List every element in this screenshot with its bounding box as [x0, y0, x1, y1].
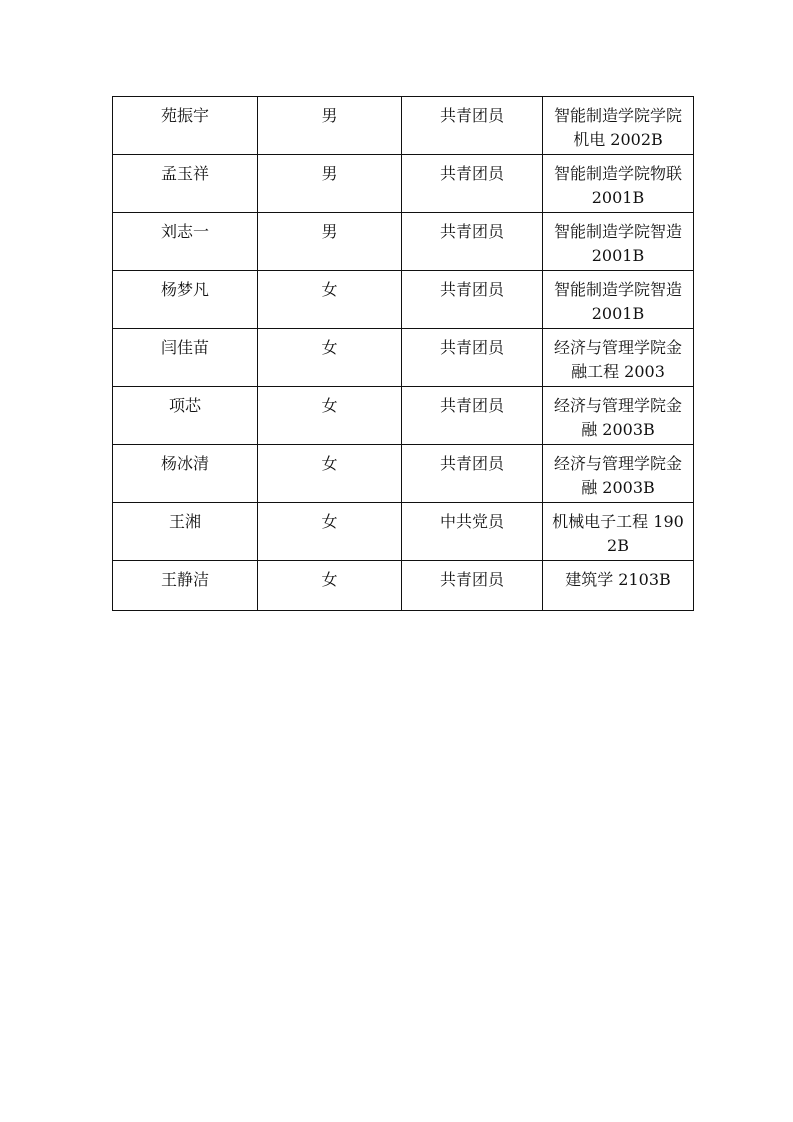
- gender-cell: 女: [258, 445, 402, 503]
- political-status-cell: 共青团员: [402, 271, 543, 329]
- table-row: [113, 97, 694, 155]
- name-cell: 孟玉祥: [113, 155, 258, 213]
- name-cell: 王静洁: [113, 561, 258, 611]
- class-cell: 智能制造学院智造 2001B: [543, 213, 694, 271]
- table-row: [113, 561, 694, 611]
- class-cell: 经济与管理学院金融 2003B: [543, 445, 694, 503]
- class-cell: 经济与管理学院金融工程 2003: [543, 329, 694, 387]
- political-status-cell: 共青团员: [402, 155, 543, 213]
- gender-cell: 女: [258, 387, 402, 445]
- name-cell: 王湘: [113, 503, 258, 561]
- class-cell: 智能制造学院学院机电 2002B: [543, 97, 694, 155]
- gender-cell: 女: [258, 561, 402, 611]
- class-cell: 智能制造学院物联 2001B: [543, 155, 694, 213]
- political-status-cell: 共青团员: [402, 561, 543, 611]
- member-table-body: [113, 97, 694, 611]
- political-status-cell: 中共党员: [402, 503, 543, 561]
- gender-cell: 男: [258, 97, 402, 155]
- table-row: [113, 155, 694, 213]
- gender-cell: 女: [258, 329, 402, 387]
- gender-cell: 男: [258, 155, 402, 213]
- member-table: [112, 96, 694, 611]
- class-cell: 智能制造学院智造 2001B: [543, 271, 694, 329]
- political-status-cell: 共青团员: [402, 97, 543, 155]
- name-cell: 项芯: [113, 387, 258, 445]
- table-row: [113, 445, 694, 503]
- table-row: [113, 329, 694, 387]
- name-cell: 闫佳苗: [113, 329, 258, 387]
- gender-cell: 女: [258, 271, 402, 329]
- class-cell: 建筑学 2103B: [543, 561, 694, 611]
- table-row: [113, 271, 694, 329]
- table-row: [113, 387, 694, 445]
- name-cell: 刘志一: [113, 213, 258, 271]
- gender-cell: 男: [258, 213, 402, 271]
- name-cell: 杨冰清: [113, 445, 258, 503]
- class-cell: 机械电子工程 1902B: [543, 503, 694, 561]
- political-status-cell: 共青团员: [402, 387, 543, 445]
- table-row: [113, 213, 694, 271]
- political-status-cell: 共青团员: [402, 213, 543, 271]
- political-status-cell: 共青团员: [402, 445, 543, 503]
- name-cell: 杨梦凡: [113, 271, 258, 329]
- political-status-cell: 共青团员: [402, 329, 543, 387]
- name-cell: 苑振宇: [113, 97, 258, 155]
- class-cell: 经济与管理学院金融 2003B: [543, 387, 694, 445]
- table-row: [113, 503, 694, 561]
- gender-cell: 女: [258, 503, 402, 561]
